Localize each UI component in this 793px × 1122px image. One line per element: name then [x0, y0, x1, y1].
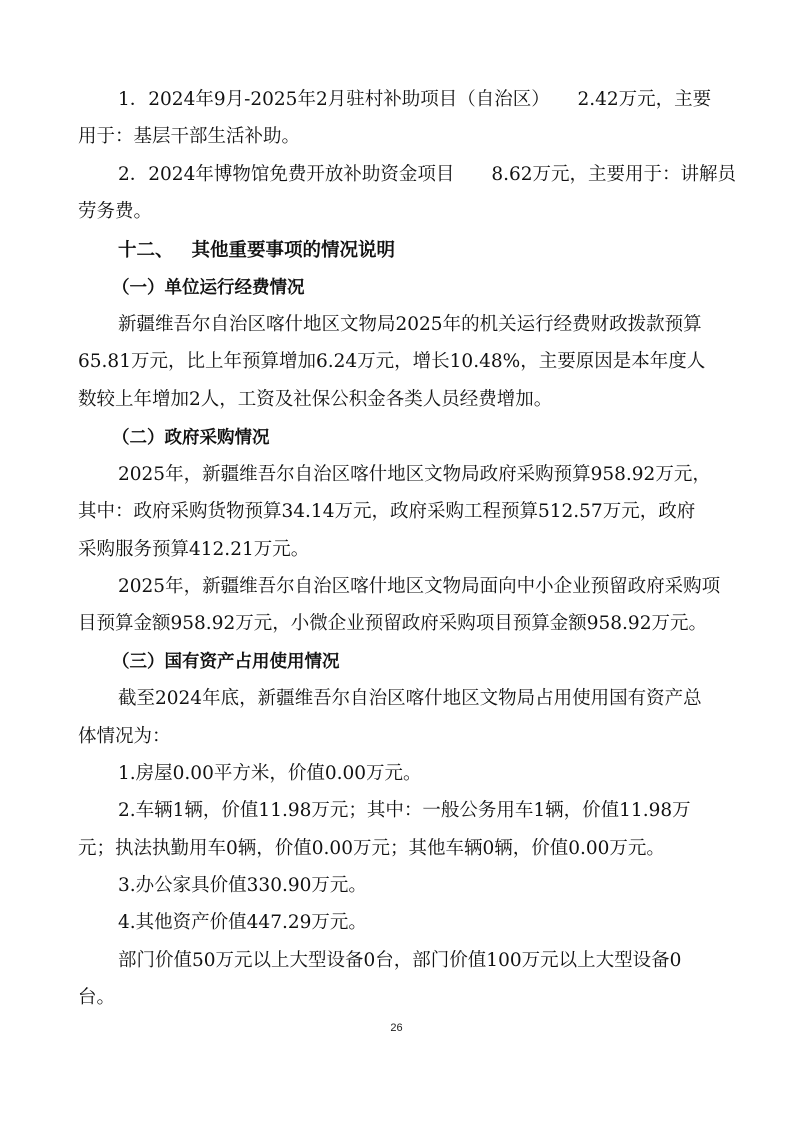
paragraph-1-line-1: 新疆维吾尔自治区喀什地区文物局2025年的机关运行经费财政拨款预算 [118, 314, 702, 335]
subsection-1-heading: （一）单位运行经费情况 [112, 278, 305, 298]
asset-item-1: 1.房屋0.00平方米，价值0.00万元。 [118, 763, 422, 784]
item-1-line-2: 用于：基层干部生活补助。 [78, 126, 301, 147]
page-number: 26 [390, 1022, 403, 1034]
paragraph-3-line-2: 目预算金额958.92万元，小微企业预留政府采购项目预算金额958.92万元。 [78, 613, 707, 634]
paragraph-2-line-3: 采购服务预算412.21万元。 [78, 539, 310, 560]
paragraph-1-line-3: 数较上年增加2人，工资及社保公积金各类人员经费增加。 [78, 389, 553, 410]
item-1-line-1: 1．2024年9月-2025年2月驻村补助项目（自治区） 2.42万元，主要 [118, 89, 712, 110]
item-2-line-1: 2．2024年博物馆免费开放补助资金项目 8.62万元，主要用于：讲解员 [118, 164, 737, 185]
paragraph-4-line-2: 体情况为： [78, 726, 171, 747]
paragraph-1-line-2: 65.81万元，比上年预算增加6.24万元，增长10.48%，主要原因是本年度人 [78, 351, 706, 372]
paragraph-5-line-2: 台。 [78, 987, 116, 1008]
section-12-heading [118, 239, 395, 263]
item-2-line-2: 劳务费。 [78, 201, 153, 222]
paragraph-3-line-1: 2025年，新疆维吾尔自治区喀什地区文物局面向中小企业预留政府采购项 [118, 576, 721, 597]
asset-item-4: 4.其他资产价值447.29万元。 [118, 912, 367, 933]
subsection-3-heading: （三）国有资产占用使用情况 [112, 652, 340, 672]
asset-item-2-line-1: 2.车辆1辆，价值11.98万元；其中：一般公务用车1辆，价值11.98万 [118, 800, 691, 821]
section-12-title: 其他重要事项的情况说明 [191, 240, 396, 261]
asset-item-3: 3.办公家具价值330.90万元。 [118, 875, 367, 896]
paragraph-5-line-1: 部门价值50万元以上大型设备0台，部门价值100万元以上大型设备0 [118, 950, 682, 971]
section-12-number: 十二、 [118, 240, 174, 261]
subsection-2-heading: （二）政府采购情况 [112, 428, 270, 448]
paragraph-2-line-1: 2025年，新疆维吾尔自治区喀什地区文物局政府采购预算958.92万元， [118, 464, 711, 485]
asset-item-2-line-2: 元；执法执勤用车0辆，价值0.00万元；其他车辆0辆，价值0.00万元。 [78, 838, 665, 859]
paragraph-2-line-2: 其中：政府采购货物预算34.14万元，政府采购工程预算512.57万元，政府 [78, 501, 696, 522]
paragraph-4-line-1: 截至2024年底，新疆维吾尔自治区喀什地区文物局占用使用国有资产总 [118, 688, 702, 709]
